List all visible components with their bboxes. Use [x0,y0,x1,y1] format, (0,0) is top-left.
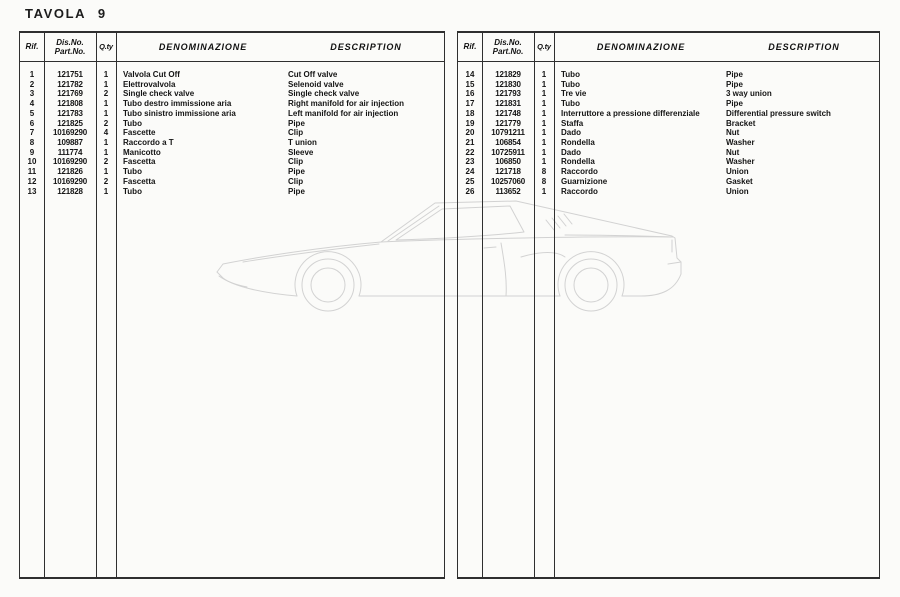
row-quantity: 1 [541,138,547,148]
row-ref: 20 [465,128,475,138]
row-quantity: 2 [103,157,109,167]
row-description: Clip [288,128,304,138]
row-quantity: 1 [103,186,109,196]
row-ref: 22 [465,147,475,157]
row-denominazione: Rondella [561,157,595,167]
row-ref: 4 [29,99,35,109]
parts-table-right [457,31,880,579]
row-description: Pipe [726,99,743,109]
table-row [20,177,444,187]
row-part-number: 121769 [57,89,83,99]
row-part-number: 10169290 [53,128,87,138]
row-part-number: 121783 [57,108,83,118]
row-description: Pipe [726,70,743,79]
row-denominazione: Fascetta [123,176,156,186]
row-denominazione: Tubo sinistro immissione aria [123,108,236,118]
column-header-rif: Rif. [463,42,477,51]
row-denominazione: Raccordo [561,186,598,196]
row-description: Union [726,167,749,177]
row-ref: 23 [465,157,475,167]
row-denominazione: Fascetta [123,157,156,167]
row-ref: 6 [29,118,35,128]
row-ref: 3 [29,89,35,99]
row-part-number: 113652 [495,186,521,196]
row-denominazione: Tubo [123,186,142,196]
row-denominazione: Rondella [561,138,595,148]
row-denominazione: Raccordo a T [123,138,174,148]
table-row [458,148,879,158]
row-description: Washer [726,138,755,148]
row-ref: 14 [465,70,475,79]
row-denominazione: Manicotto [123,147,161,157]
row-part-number: 121830 [495,79,521,89]
row-part-number: 121825 [57,118,83,128]
row-ref: 16 [465,89,475,99]
column-header-denominazione: DENOMINAZIONE [158,42,248,52]
row-denominazione: Dado [561,128,581,138]
row-part-number: 109887 [57,138,83,148]
column-header-denominazione: DENOMINAZIONE [596,42,686,52]
column-header-partno-line: Part.No. [492,47,524,56]
column-header-partno [482,33,534,61]
row-part-number: 10725911 [491,147,525,157]
row-description: Clip [288,157,304,167]
row-ref: 17 [465,99,475,109]
row-ref: 9 [29,147,35,157]
row-quantity: 1 [541,186,547,196]
row-quantity: 1 [541,99,547,109]
row-description: Nut [726,128,740,138]
row-part-number: 121829 [495,70,521,79]
row-description: Nut [726,147,740,157]
row-ref: 15 [465,79,475,89]
table-row [458,157,879,167]
row-ref: 19 [465,118,475,128]
row-part-number: 10257060 [491,176,525,186]
row-quantity: 1 [541,118,547,128]
row-description: Sleeve [288,147,314,157]
row-quantity: 1 [541,108,547,118]
table-row [458,177,879,187]
row-denominazione: Elettrovalvola [123,79,176,89]
row-denominazione: Staffa [561,118,584,128]
table-row [458,138,879,148]
row-quantity: 2 [103,176,109,186]
row-part-number: 10791211 [491,128,525,138]
column-header-qty: Q.ty [537,42,551,51]
parts-table-left [19,31,445,579]
row-denominazione: Tubo [561,79,580,89]
row-ref: 7 [29,128,35,138]
table-row [458,70,879,80]
row-description: Cut Off valve [288,70,338,79]
table-row [20,109,444,119]
row-description: Selenoid valve [288,79,344,89]
table-row [20,157,444,167]
row-denominazione: Tubo [123,167,142,177]
column-header-disno-line: Dis.No. [494,37,522,47]
row-description: Right manifold for air injection [288,99,404,109]
table-row [458,99,879,109]
table-row [20,138,444,148]
row-part-number: 10169290 [53,157,87,167]
table-row [20,89,444,99]
row-quantity: 1 [103,147,109,157]
row-ref: 25 [465,176,475,186]
table-row [20,148,444,158]
row-denominazione: Valvola Cut Off [123,70,180,79]
row-part-number: 121793 [495,89,521,99]
row-part-number: 121831 [495,99,521,109]
row-part-number: 10169290 [53,176,87,186]
column-header-partno-line: Part.No. [54,47,86,56]
row-ref: 18 [465,108,475,118]
row-description: T union [288,138,317,148]
row-quantity: 8 [541,167,547,177]
row-quantity: 1 [103,167,109,177]
row-quantity: 1 [103,108,109,118]
row-denominazione: Dado [561,147,581,157]
table-row [20,128,444,138]
column-header-qty: Q.ty [99,42,113,51]
row-denominazione: Tubo [123,118,142,128]
row-quantity: 2 [103,89,109,99]
row-part-number: 121751 [57,70,83,79]
row-quantity: 1 [541,70,547,79]
row-description: Gasket [726,176,753,186]
row-part-number: 106850 [495,157,521,167]
row-denominazione: Guarnizione [561,176,608,186]
row-ref: 5 [29,108,35,118]
column-header-disno-line: Dis.No. [56,37,84,47]
table-body [458,70,879,196]
page-title: TAVOLA 9 [25,6,107,21]
row-quantity: 1 [103,79,109,89]
column-header-description: DESCRIPTION [768,42,840,52]
table-body [20,70,444,196]
table-row [20,167,444,177]
row-description: Washer [726,157,755,167]
table-row [458,119,879,129]
row-quantity: 1 [103,99,109,109]
row-part-number: 121748 [495,108,521,118]
row-ref: 8 [29,138,35,148]
table-row [458,187,879,197]
table-row [20,80,444,90]
row-description: Pipe [288,118,305,128]
row-ref: 26 [465,186,475,196]
table-row [458,167,879,177]
table-row [20,99,444,109]
column-header-partno [44,33,96,61]
column-header-rif: Rif. [25,42,39,51]
row-quantity: 4 [103,128,109,138]
row-part-number: 106854 [495,138,521,148]
row-part-number: 121718 [495,167,521,177]
row-denominazione: Raccordo [561,167,598,177]
row-description: Clip [288,176,304,186]
column-header-description: DESCRIPTION [330,42,402,52]
row-quantity: 1 [541,157,547,167]
row-denominazione: Single check valve [123,89,195,99]
row-description: Pipe [288,167,305,177]
row-description: Bracket [726,118,756,128]
table-row [458,89,879,99]
row-description: Pipe [726,79,743,89]
row-part-number: 111774 [57,147,83,157]
row-ref: 12 [27,176,37,186]
row-part-number: 121826 [57,167,83,177]
row-description: Differential pressure switch [726,108,831,118]
row-denominazione: Fascette [123,128,156,138]
row-denominazione: Tre vie [561,89,587,99]
row-ref: 24 [465,167,475,177]
table-row [20,70,444,80]
row-quantity: 1 [103,70,109,79]
row-quantity: 1 [103,138,109,148]
row-quantity: 1 [541,89,547,99]
row-part-number: 121779 [495,118,521,128]
row-description: Left manifold for air injection [288,108,399,118]
table-row [458,128,879,138]
row-ref: 11 [27,167,37,177]
row-ref: 1 [29,70,35,79]
row-ref: 21 [465,138,475,148]
row-part-number: 121808 [57,99,83,109]
row-denominazione: Tubo [561,99,580,109]
row-quantity: 1 [541,147,547,157]
row-description: Union [726,186,749,196]
row-description: Single check valve [288,89,360,99]
row-ref: 2 [29,79,35,89]
table-row [20,187,444,197]
row-quantity: 2 [103,118,109,128]
row-part-number: 121828 [57,186,83,196]
table-row [458,109,879,119]
row-denominazione: Tubo destro immissione aria [123,99,232,109]
row-denominazione: Interruttore a pressione differenziale [561,108,700,118]
row-description: 3 way union [726,89,772,99]
header-divider [20,61,444,62]
row-description: Pipe [288,186,305,196]
row-ref: 13 [27,186,37,196]
header-divider [458,61,879,62]
row-denominazione: Tubo [561,70,580,79]
row-ref: 10 [27,157,37,167]
row-quantity: 1 [541,128,547,138]
row-quantity: 8 [541,176,547,186]
table-row [20,119,444,129]
row-quantity: 1 [541,79,547,89]
table-row [458,80,879,90]
row-part-number: 121782 [57,79,83,89]
